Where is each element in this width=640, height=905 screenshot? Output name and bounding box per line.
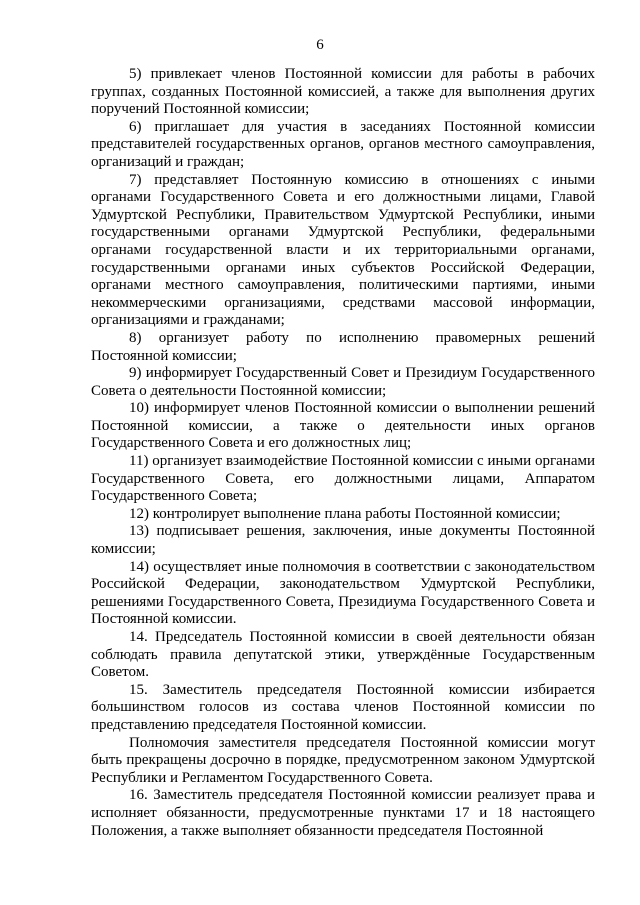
paragraph-item-14: 14) осуществляет иные полномочия в соответствии с законодательством Российской Федерации, законодательством Удмуртской Республики, решениями Государственного Совета, Президиума Государственного Совета и Постоянной комиссии. <box>91 558 595 628</box>
paragraph-clause-15: 15. Заместитель председателя Постоянной комиссии избирается большинством голосов из состава членов Постоянной комиссии по представлению председателя Постоянной комиссии. <box>91 681 595 733</box>
paragraph-item-12: 12) контролирует выполнение плана работы Постоянной комиссии; <box>129 505 561 522</box>
page-number: 6 <box>316 37 324 53</box>
paragraph-item-10: 10) информирует членов Постоянной комиссии о выполнении решений Постоянной комиссии, а также о деятельности иных органов Государственного Совета и его должностных лиц; <box>91 400 595 452</box>
paragraph-clause-16: 16. Заместитель председателя Постоянной комиссии реализует права и исполняет обязанности, предусмотренные пунктами 17 и 18 настоящего Положения, а также выполняет обязанности председателя Постоянной <box>91 787 595 839</box>
paragraph-item-11: 11) организует взаимодействие Постоянной комиссии с иными органами Государственного Совета, его должностными лицами, Аппаратом Государственного Совета; <box>91 453 595 505</box>
paragraph-clause-15-cont: Полномочия заместителя председателя Постоянной комиссии могут быть прекращены досрочно в порядке, предусмотренном законом Удмуртской Республики и Регламентом Государственного Совета. <box>91 734 595 786</box>
paragraph-item-6: 6) приглашает для участия в заседаниях Постоянной комиссии представителей государственных органов, органов местного самоуправления, организаций и граждан; <box>91 118 595 170</box>
paragraph-item-5: 5) привлекает членов Постоянной комиссии для работы в рабочих группах, созданных Постоянной комиссией, а также для выполнения других поручений Постоянной комиссии; <box>91 66 595 118</box>
paragraph-clause-14: 14. Председатель Постоянной комиссии в своей деятельности обязан соблюдать правила депутатской этики, утверждённые Государственным Советом. <box>91 629 595 681</box>
document-body <box>91 66 595 840</box>
paragraph-item-9: 9) информирует Государственный Совет и Президиум Государственного Совета о деятельности Постоянной комиссии; <box>91 365 595 399</box>
paragraph-item-7: 7) представляет Постоянную комиссию в отношениях с иными органами Государственного Совета и его должностными лицами, Главой Удмуртской Республики, Правительством Удмуртской Республики, иными государственными органами Удмуртской Республики, федеральными органами государственной власти и их территориальными органами, государственными органами иных субъектов Российской Федерации, органами местного самоуправления, политическими партиями, иными некоммерческими организациями, средствами массовой информации, организациями и гражданами; <box>91 171 595 329</box>
paragraph-item-13: 13) подписывает решения, заключения, иные документы Постоянной комиссии; <box>91 523 595 558</box>
paragraph-item-8: 8) организует работу по исполнению правомерных решений Постоянной комиссии; <box>91 329 595 364</box>
